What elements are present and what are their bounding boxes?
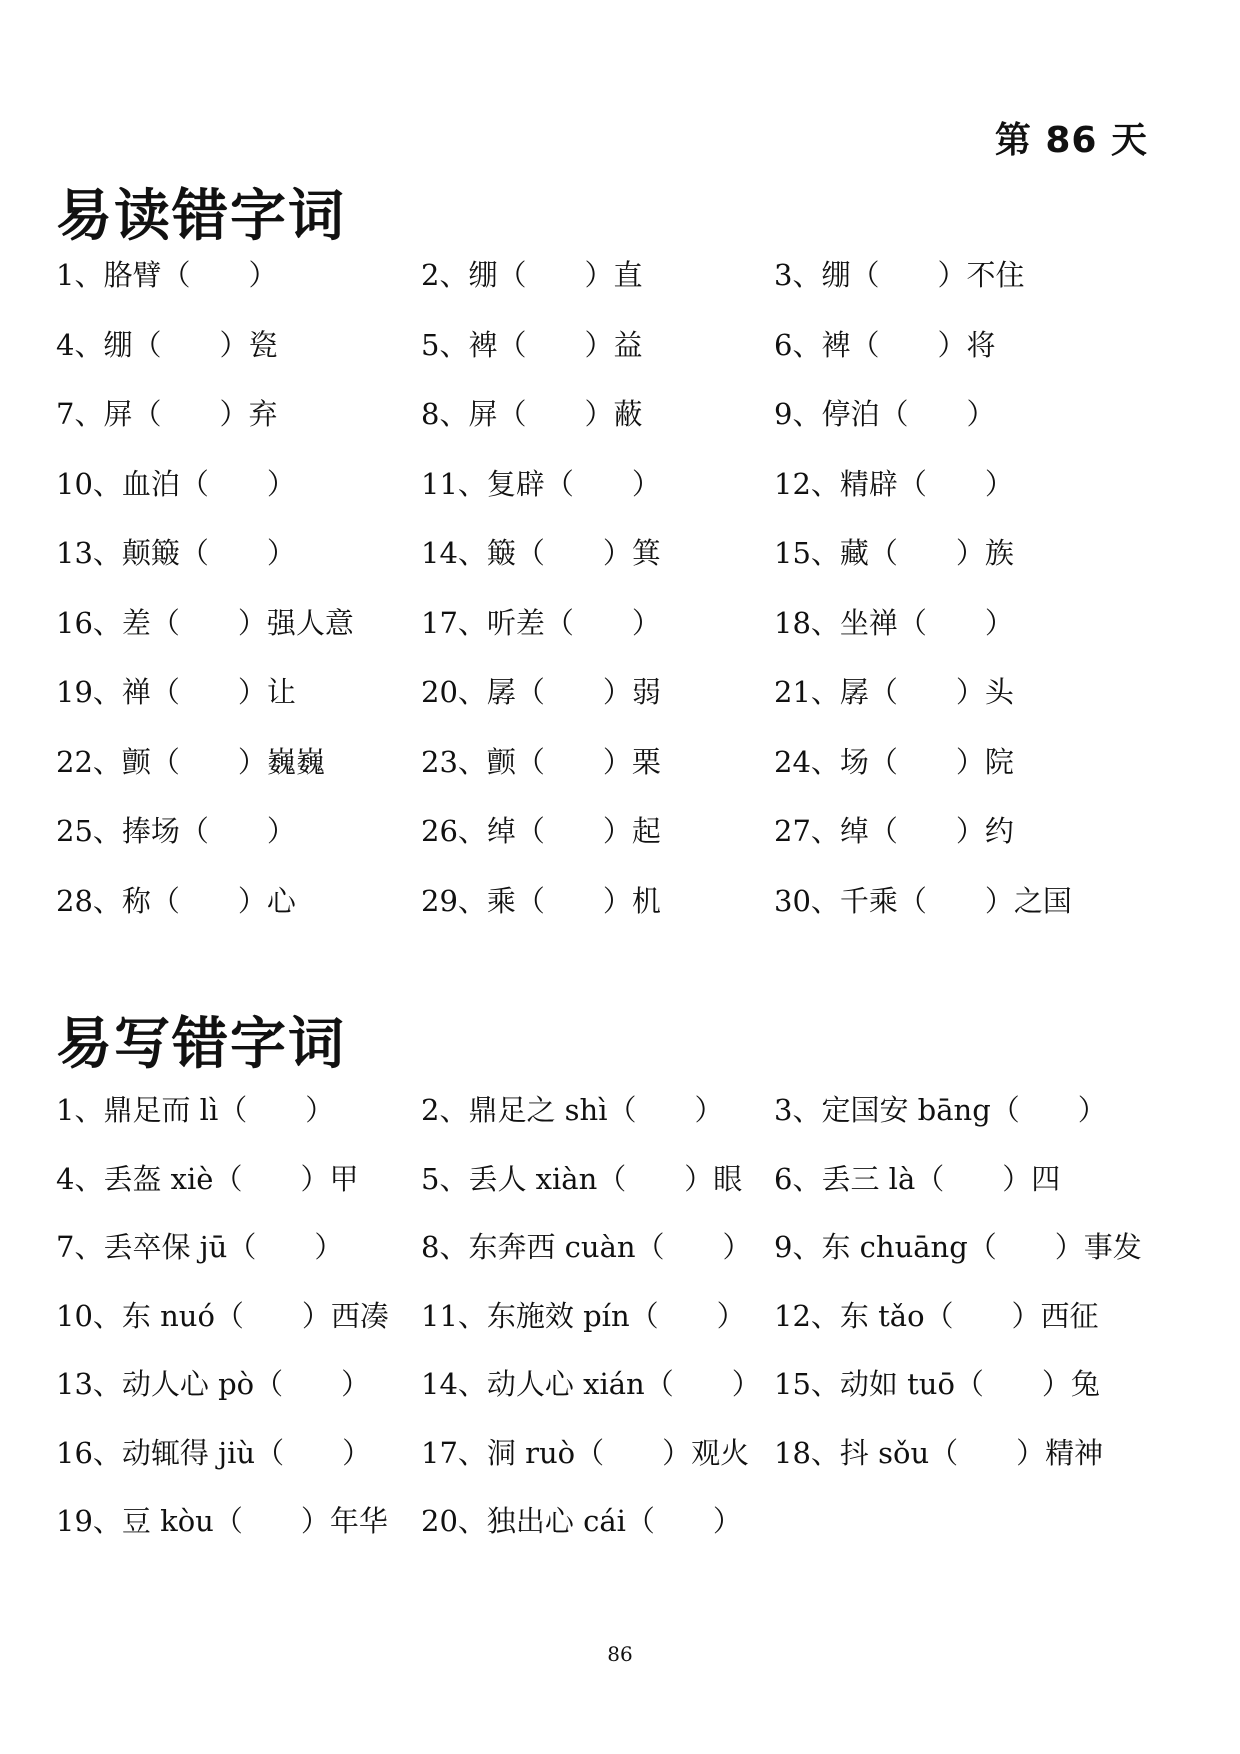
read-item-2: 2、绷（ ）直 [421, 258, 643, 292]
write-item-3: 3、定国安 bāng（ ） [774, 1093, 1107, 1127]
write-item-12: 12、东 tǎo（ ）西征 [774, 1298, 1099, 1333]
read-item-1: 1、胳臂（ ） [56, 258, 278, 292]
write-item-7: 7、丢卒保 jū（ ） [56, 1230, 344, 1264]
read-item-13: 13、颠簸（ ） [56, 536, 296, 570]
read-item-18: 18、坐禅（ ） [774, 605, 1014, 640]
write-item-4: 4、丢盔 xiè（ ）甲 [56, 1161, 359, 1196]
write-item-19: 19、豆 kòu（ ）年华 [56, 1504, 388, 1538]
read-item-26: 26、绰（ ）起 [421, 814, 661, 848]
section-title-read: 易读错字词 [56, 183, 346, 249]
read-item-28: 28、称（ ）心 [56, 883, 296, 918]
day-label: 第 86 天 [994, 120, 1148, 161]
read-item-29: 29、乘（ ）机 [421, 883, 661, 918]
write-item-6: 6、丢三 là（ ）四 [774, 1161, 1061, 1196]
read-item-21: 21、孱（ ）头 [774, 675, 1014, 709]
write-item-10: 10、东 nuó（ ）西凑 [56, 1298, 389, 1333]
read-item-11: 11、复辟（ ） [421, 466, 661, 501]
read-item-23: 23、颤（ ）栗 [421, 744, 661, 779]
read-item-15: 15、藏（ ）族 [774, 536, 1014, 570]
write-item-13: 13、动人心 pò（ ） [56, 1367, 371, 1401]
read-item-5: 5、裨（ ）益 [421, 327, 643, 362]
write-item-1: 1、鼎足而 lì（ ） [56, 1093, 335, 1127]
read-item-3: 3、绷（ ）不住 [774, 258, 1025, 292]
read-item-20: 20、孱（ ）弱 [421, 675, 661, 709]
read-items-grid [56, 253, 1186, 948]
read-item-16: 16、差（ ）强人意 [56, 605, 354, 640]
write-item-2: 2、鼎足之 shì（ ） [421, 1093, 724, 1127]
read-item-25: 25、捧场（ ） [56, 814, 296, 848]
read-item-30: 30、千乘（ ）之国 [774, 883, 1072, 918]
write-items-grid [56, 1088, 1186, 1568]
read-item-12: 12、精辟（ ） [774, 466, 1014, 501]
read-item-22: 22、颤（ ）巍巍 [56, 744, 325, 779]
write-item-11: 11、东施效 pín（ ） [421, 1298, 746, 1333]
read-item-24: 24、场（ ）院 [774, 744, 1014, 779]
write-item-5: 5、丢人 xiàn（ ）眼 [421, 1161, 743, 1196]
read-item-4: 4、绷（ ）瓷 [56, 327, 278, 362]
read-item-9: 9、停泊（ ） [774, 397, 996, 431]
write-item-14: 14、动人心 xián（ ） [421, 1367, 761, 1401]
write-item-16: 16、动辄得 jiù（ ） [56, 1435, 372, 1470]
read-item-7: 7、屏（ ）弃 [56, 397, 278, 431]
write-item-9: 9、东 chuāng（ ）事发 [774, 1230, 1142, 1264]
write-item-15: 15、动如 tuō（ ）兔 [774, 1367, 1100, 1401]
write-item-18: 18、抖 sǒu（ ）精神 [774, 1435, 1104, 1470]
read-item-8: 8、屏（ ）蔽 [421, 397, 643, 431]
write-item-20: 20、独出心 cái（ ） [421, 1504, 742, 1538]
page-number: 86 [607, 1642, 633, 1666]
read-item-10: 10、血泊（ ） [56, 466, 296, 501]
read-item-19: 19、禅（ ）让 [56, 675, 296, 709]
read-item-6: 6、裨（ ）将 [774, 327, 996, 362]
read-item-17: 17、听差（ ） [421, 605, 661, 640]
write-item-17: 17、洞 ruò（ ）观火 [421, 1435, 750, 1470]
section-title-write: 易写错字词 [56, 1011, 346, 1077]
read-item-14: 14、簸（ ）箕 [421, 536, 661, 570]
write-item-8: 8、东奔西 cuàn（ ） [421, 1230, 752, 1264]
read-item-27: 27、绰（ ）约 [774, 814, 1014, 848]
